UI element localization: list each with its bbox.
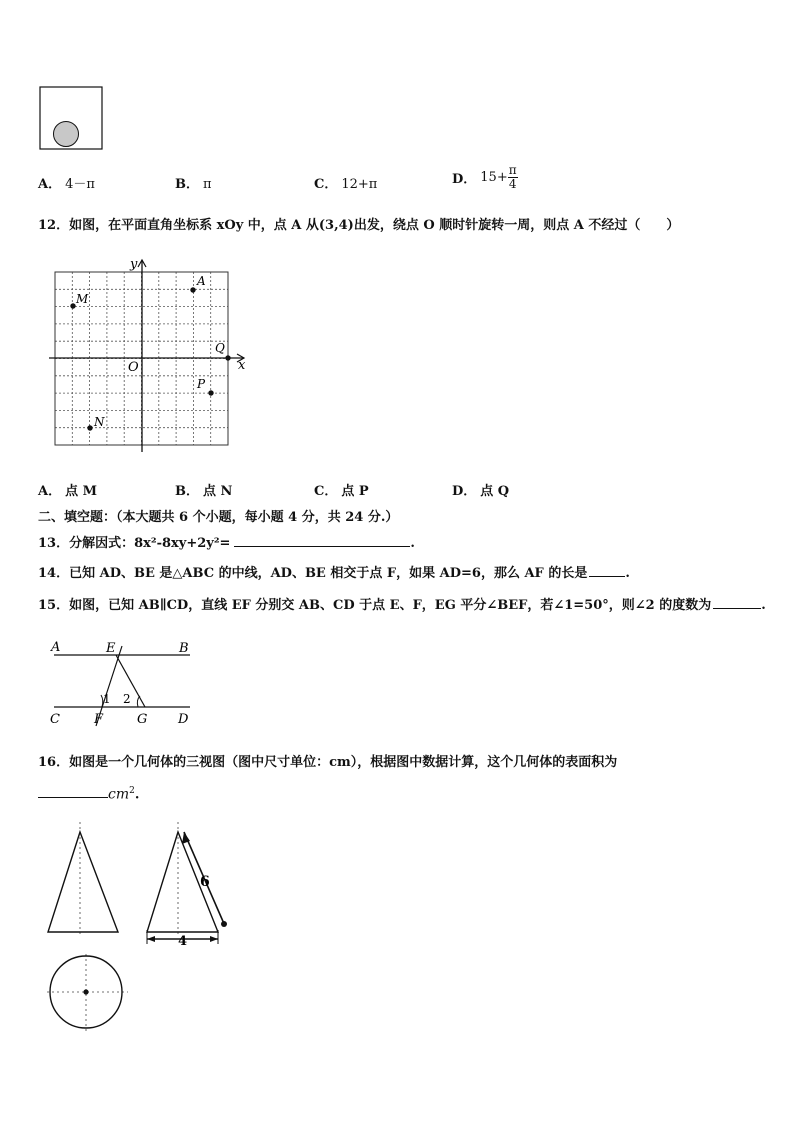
slant-dimension-label: 6 — [200, 874, 210, 890]
shaded-circle — [54, 122, 79, 147]
q15-stem: 15．如图，已知 AB∥CD，直线 EF 分别交 AB、CD 于点 E、F，EG 平分∠BEF，若∠1=50°，则∠2 的度数为 . — [38, 598, 766, 613]
label-b: B — [179, 641, 189, 656]
top-view-center — [83, 989, 88, 994]
q16-side-view — [140, 818, 250, 953]
q12-option-b: B． 点 N — [175, 484, 233, 499]
section-heading-fill-in: 二、填空题：（本大题共 6 个小题，每小题 4 分，共 24 分.） — [38, 510, 399, 525]
front-view-triangle — [48, 832, 118, 932]
origin-label: O — [128, 360, 139, 375]
label-g: G — [137, 712, 148, 727]
point-n — [87, 425, 92, 430]
base-dimension-label: 4 — [178, 934, 188, 949]
label-d: D — [178, 712, 189, 727]
point-m — [70, 303, 75, 308]
point-p — [208, 390, 213, 395]
q12-option-a: A． 点 M — [38, 484, 98, 499]
q15-parallel-lines-figure — [40, 632, 210, 732]
q14-answer-blank[interactable] — [589, 576, 625, 577]
point-q-label: Q — [215, 341, 225, 355]
q12-coordinate-grid — [44, 256, 254, 456]
q11-option-b: B． π — [175, 177, 212, 192]
q12-option-d: D． 点 Q — [452, 484, 510, 499]
q13-answer-blank[interactable] — [234, 546, 410, 547]
q11-option-d: D． 15+ $\frac{\pi}{4}$ — [452, 163, 517, 191]
point-q — [225, 355, 230, 360]
q11-option-a: A． 4－π — [38, 177, 95, 192]
q16-answer-line: $cm^2$. — [38, 786, 139, 802]
y-axis-label: y — [130, 257, 138, 272]
label-e: E — [106, 641, 116, 656]
point-a-label: A — [197, 274, 206, 288]
label-angle-1: 1 — [103, 692, 111, 706]
label-angle-2: 2 — [123, 692, 131, 706]
q13-stem: 13．分解因式：8x²-8xy+2y²= . — [38, 536, 415, 551]
q12-option-c: C． 点 P — [314, 484, 369, 499]
q11-option-c: C． 12+π — [314, 177, 378, 192]
label-f: F — [94, 712, 104, 727]
q16-answer-blank[interactable] — [38, 797, 108, 798]
q16-top-view — [44, 952, 130, 1034]
q16-front-view — [42, 818, 132, 940]
q15-answer-blank[interactable] — [713, 608, 761, 609]
q11-figure — [38, 86, 104, 152]
q12-stem: 12．如图，在平面直角坐标系 xOy 中，点 A 从(3,4)出发，绕点 O 顺时针旋转一周，则点 A 不经过（ ） — [38, 218, 680, 233]
q14-stem: 14．已知 AD、BE 是△ABC 的中线，AD、BE 相交于点 F，如果 AD=6，那么 AF 的长是 . — [38, 566, 630, 581]
point-p-label: P — [197, 377, 206, 391]
point-m-label: M — [76, 292, 89, 306]
point-n-label: N — [94, 415, 105, 429]
label-a: A — [51, 640, 61, 655]
label-c: C — [50, 712, 60, 727]
point-a — [190, 287, 195, 292]
x-axis-label: x — [238, 358, 246, 373]
q16-stem: 16．如图是一个几何体的三视图（图中尺寸单位：cm），根据图中数据计算，这个几何体的表面积为 — [38, 755, 618, 770]
